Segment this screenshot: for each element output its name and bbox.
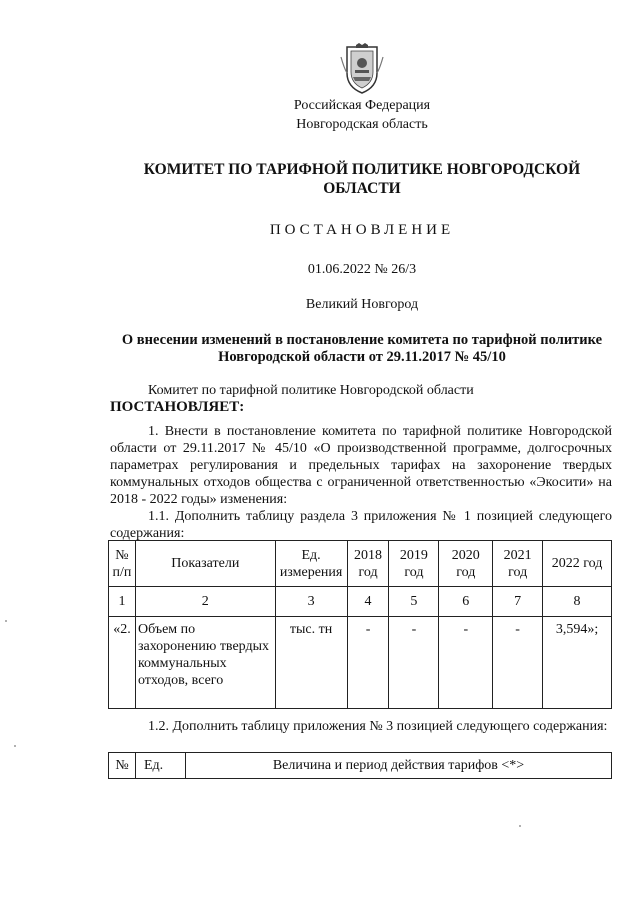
header-cell: 2018 год	[347, 541, 389, 587]
header-cell: №	[109, 753, 136, 779]
header-cell: Показатели	[135, 541, 275, 587]
indicators-table	[108, 540, 612, 709]
scan-speck	[5, 620, 7, 622]
table-header-row	[109, 541, 612, 587]
region-line: Новгородская область	[296, 117, 428, 132]
column-number-cell: 4	[347, 587, 389, 617]
header-cell: Ед.	[136, 753, 186, 779]
header-cell: 2020 год	[439, 541, 493, 587]
item-1-paragraph: 1. Внести в постановление комитета по тарифной политике Новгородской области от 29.11.2017 № 45/10 «О производственной программе, долгосрочных параметрах регулирования и предельных тарифах на захоронение твердых коммунальных отходов общества с ограниченной ответственностью «Экосити» на 2018 - 2022 годы» изменения:	[110, 424, 612, 507]
header-cell: 2021 год	[493, 541, 543, 587]
column-number-cell: 3	[275, 587, 347, 617]
document-type: ПОСТАНОВЛЕНИЕ	[269, 222, 455, 238]
value-cell-2018: -	[347, 617, 389, 709]
item-1-2-paragraph: 1.2. Дополнить таблицу приложения № 3 позицией следующего содержания:	[148, 719, 608, 734]
date-number: 01.06.2022 № 26/3	[307, 262, 417, 277]
value-cell-2019: -	[389, 617, 439, 709]
column-number-cell: 6	[439, 587, 493, 617]
committee-title: КОМИТЕТ ПО ТАРИФНОЙ ПОЛИТИКЕ НОВГОРОДСКОЙ ОБЛАСТИ	[143, 161, 581, 197]
column-number-cell: 1	[109, 587, 136, 617]
column-number-cell: 2	[135, 587, 275, 617]
scan-speck	[519, 825, 521, 827]
column-number-cell: 5	[389, 587, 439, 617]
header-cell: № п/п	[109, 541, 136, 587]
scan-speck	[14, 745, 16, 747]
header-cell: 2022 год	[543, 541, 612, 587]
city: Великий Новгород	[305, 297, 419, 312]
header-cell: Ед. измерения	[275, 541, 347, 587]
row-number-cell: «2.	[109, 617, 136, 709]
document-subject: О внесении изменений в постановление комитета по тарифной политике Новгородской области от 29.11.2017 № 45/10	[121, 332, 603, 365]
value-cell-2021: -	[493, 617, 543, 709]
value-cell-2020: -	[439, 617, 493, 709]
indicator-cell: Объем по захоронению твердых коммунальных отходов, всего	[135, 617, 275, 709]
tariffs-table	[108, 752, 612, 779]
value-cell-2022: 3,594»;	[543, 617, 612, 709]
header-cell: Величина и период действия тарифов <*>	[186, 753, 612, 779]
country-line: Российская Федерация	[293, 98, 431, 113]
column-number-cell: 7	[493, 587, 543, 617]
column-number-cell: 8	[543, 587, 612, 617]
table-header-row	[109, 753, 612, 779]
table-number-row	[109, 587, 612, 617]
coat-of-arms-icon	[339, 43, 385, 95]
unit-cell: тыс. тн	[275, 617, 347, 709]
intro-paragraph: Комитет по тарифной политике Новгородской области	[148, 383, 474, 398]
resolves-heading: ПОСТАНОВЛЯЕТ:	[110, 399, 245, 415]
item-1-1-paragraph: 1.1. Дополнить таблицу раздела 3 приложения № 1 позицией следующего содержания:	[110, 509, 612, 541]
table-row	[109, 617, 612, 709]
header-cell: 2019 год	[389, 541, 439, 587]
